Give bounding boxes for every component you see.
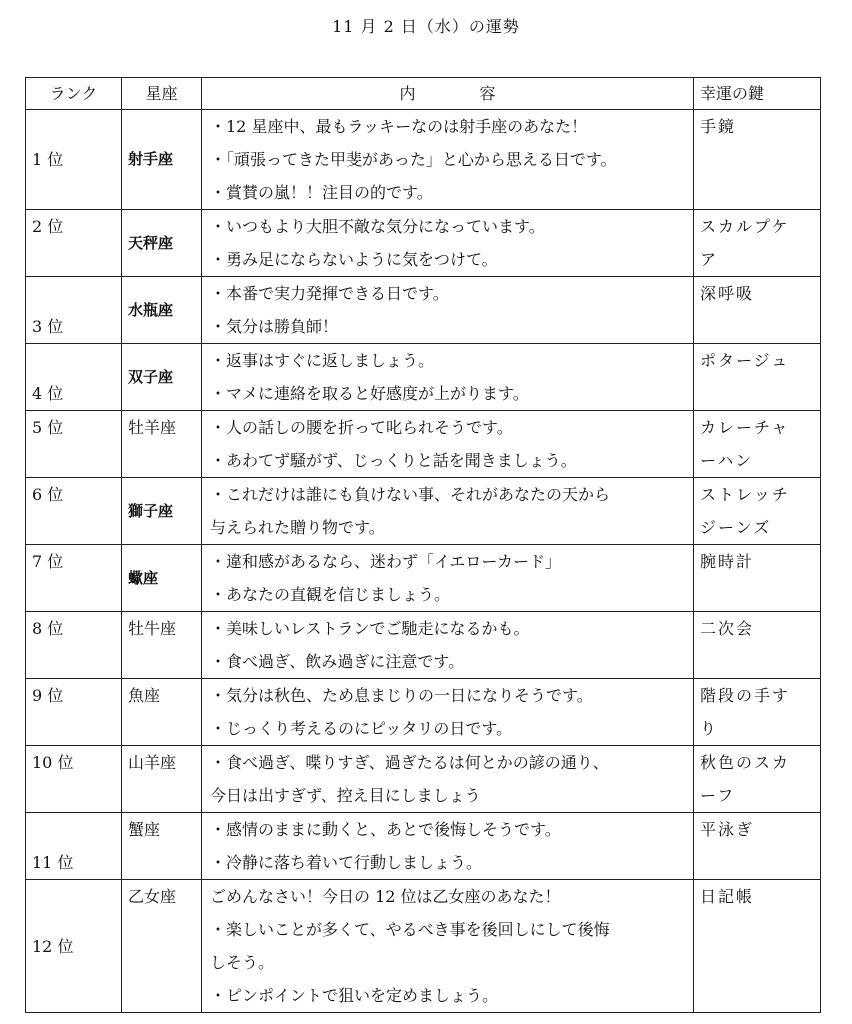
fortune-line: ・食べ過ぎ、喋りすぎ、過ぎたるは何とかの諺の通り、	[210, 753, 609, 772]
lucky-key-cell	[694, 478, 821, 545]
fortune-table	[25, 77, 821, 1013]
table-row	[26, 344, 821, 411]
fortune-line: ・マメに連絡を取ると好感度が上がります。	[210, 384, 529, 403]
fortune-line: ・違和感があるなら、迷わず「イエローカード」	[210, 552, 562, 571]
lucky-key-line: スカルプケ	[700, 217, 790, 236]
rank-cell: 4 位	[26, 344, 122, 411]
lucky-key-line: 階段の手す	[700, 686, 791, 705]
lucky-key-line: ーハン	[700, 451, 754, 470]
lucky-key-cell	[694, 411, 821, 478]
lucky-key-cell	[694, 277, 821, 344]
fortune-line: ・返事はすぐに返しましょう。	[210, 351, 435, 370]
rank-cell: 10 位	[26, 746, 122, 813]
lucky-key-cell	[694, 110, 821, 210]
lucky-key-line: ーフ	[700, 786, 736, 805]
table-row	[26, 210, 821, 277]
fortune-line: ・食べ過ぎ、飲み過ぎに注意です。	[210, 652, 465, 671]
rank-cell: 7 位	[26, 545, 122, 612]
rank-cell: 5 位	[26, 411, 122, 478]
header-lucky-key: 幸運の鍵	[694, 78, 821, 110]
fortune-content-cell	[202, 210, 694, 277]
table-row	[26, 478, 821, 545]
lucky-key-line: り	[700, 719, 719, 738]
header-sign: 星座	[122, 78, 202, 110]
fortune-content-cell	[202, 411, 694, 478]
fortune-line: ・楽しいことが多くて、やるべき事を後回しにして後悔	[210, 920, 610, 939]
zodiac-sign-cell: 蟹座	[122, 813, 202, 880]
zodiac-sign-cell: 山羊座	[122, 746, 202, 813]
fortune-line: ・美味しいレストランでご馳走になるかも。	[210, 619, 530, 638]
lucky-key-line: カレーチャ	[700, 418, 790, 437]
lucky-key-line: 平泳ぎ	[700, 820, 755, 839]
lucky-key-cell	[694, 210, 821, 277]
lucky-key-line: 二次会	[700, 619, 755, 638]
fortune-line: しそう。	[210, 953, 275, 972]
table-row	[26, 880, 821, 1013]
zodiac-sign-cell: 双子座	[122, 344, 202, 411]
fortune-line: ・気分は勝負師！	[210, 317, 339, 336]
fortune-line: ・気分は秋色、ため息まじりの一日になりそうです。	[210, 686, 593, 705]
rank-cell: 9 位	[26, 679, 122, 746]
table-header-row	[26, 78, 821, 110]
fortune-line: ・あわてず騒がず、じっくりと話を聞きましょう。	[210, 451, 577, 470]
lucky-key-line: 秋色のスカ	[700, 753, 791, 772]
lucky-key-cell	[694, 612, 821, 679]
lucky-key-cell	[694, 813, 821, 880]
lucky-key-line: ストレッチ	[700, 485, 790, 504]
zodiac-sign-cell: 牡羊座	[122, 411, 202, 478]
zodiac-sign-cell: 天秤座	[122, 210, 202, 277]
rank-cell: 1 位	[26, 110, 122, 210]
fortune-line: ・ピンポイントで狙いを定めましょう。	[210, 986, 499, 1005]
fortune-content-cell	[202, 344, 694, 411]
header-rank: ランク	[26, 78, 122, 110]
fortune-line: ・12 星座中、最もラッキーなのは射手座のあなた！	[210, 117, 588, 136]
table-row	[26, 545, 821, 612]
zodiac-sign-cell: 蠍座	[122, 545, 202, 612]
fortune-line: ・本番で実力発揮できる日です。	[210, 284, 449, 303]
page-title: 11 月 2 日（水）の運勢	[332, 17, 520, 36]
lucky-key-line: ポタージュ	[700, 351, 790, 370]
fortune-line: ・勇み足にならないように気をつけて。	[210, 250, 498, 269]
fortune-line: ごめんなさい！今日の 12 位は乙女座のあなた！	[210, 887, 561, 906]
rank-cell: 8 位	[26, 612, 122, 679]
fortune-line: ・いつもより大胆不敵な気分になっています。	[210, 217, 545, 236]
fortune-content-cell	[202, 545, 694, 612]
table-row	[26, 746, 821, 813]
fortune-line: 与えられた贈り物です。	[210, 518, 385, 537]
lucky-key-line: ア	[700, 250, 719, 269]
lucky-key-cell	[694, 344, 821, 411]
zodiac-sign-cell: 乙女座	[122, 880, 202, 1013]
zodiac-sign-cell: 水瓶座	[122, 277, 202, 344]
table-row	[26, 110, 821, 210]
fortune-content-cell	[202, 110, 694, 210]
fortune-line: ・じっくり考えるのにピッタリの日です。	[210, 719, 513, 738]
rank-cell: 3 位	[26, 277, 122, 344]
table-row	[26, 411, 821, 478]
fortune-line: ・賞賛の嵐！！注目の的です。	[210, 183, 433, 202]
zodiac-sign-cell: 射手座	[122, 110, 202, 210]
table-row	[26, 813, 821, 880]
fortune-content-cell	[202, 880, 694, 1013]
lucky-key-line: 日記帳	[700, 887, 755, 906]
table-row	[26, 679, 821, 746]
fortune-line: ・人の話しの腰を折って叱られそうです。	[210, 418, 513, 437]
lucky-key-cell	[694, 746, 821, 813]
fortune-content-cell	[202, 612, 694, 679]
zodiac-sign-cell: 牡牛座	[122, 612, 202, 679]
rank-cell: 6 位	[26, 478, 122, 545]
fortune-content-cell	[202, 277, 694, 344]
lucky-key-cell	[694, 880, 821, 1013]
rank-cell: 12 位	[26, 880, 122, 1013]
lucky-key-line: 深呼吸	[700, 284, 755, 303]
lucky-key-cell	[694, 679, 821, 746]
rank-cell: 11 位	[26, 813, 122, 880]
fortune-line: ・あなたの直観を信じましょう。	[210, 585, 451, 604]
fortune-line: ・感情のままに動くと、あとで後悔しそうです。	[210, 820, 561, 839]
fortune-content-cell	[202, 746, 694, 813]
fortune-line: 今日は出すぎず、控え目にしましょう	[210, 786, 481, 805]
fortune-content-cell	[202, 813, 694, 880]
fortune-content-cell	[202, 478, 694, 545]
lucky-key-line: ジーンズ	[700, 518, 772, 537]
lucky-key-cell	[694, 545, 821, 612]
fortune-line: ・「頑張ってきた甲斐があった」と心から思える日です。	[210, 150, 617, 169]
header-content: 内 容	[202, 78, 694, 110]
table-row	[26, 612, 821, 679]
table-row	[26, 277, 821, 344]
lucky-key-line: 手鏡	[700, 117, 737, 136]
zodiac-sign-cell: 魚座	[122, 679, 202, 746]
fortune-line: ・これだけは誰にも負けない事、それがあなたの天から	[210, 485, 611, 504]
rank-cell: 2 位	[26, 210, 122, 277]
zodiac-sign-cell: 獅子座	[122, 478, 202, 545]
fortune-line: ・冷静に落ち着いて行動しましょう。	[210, 853, 483, 872]
lucky-key-line: 腕時計	[700, 552, 755, 571]
fortune-content-cell	[202, 679, 694, 746]
